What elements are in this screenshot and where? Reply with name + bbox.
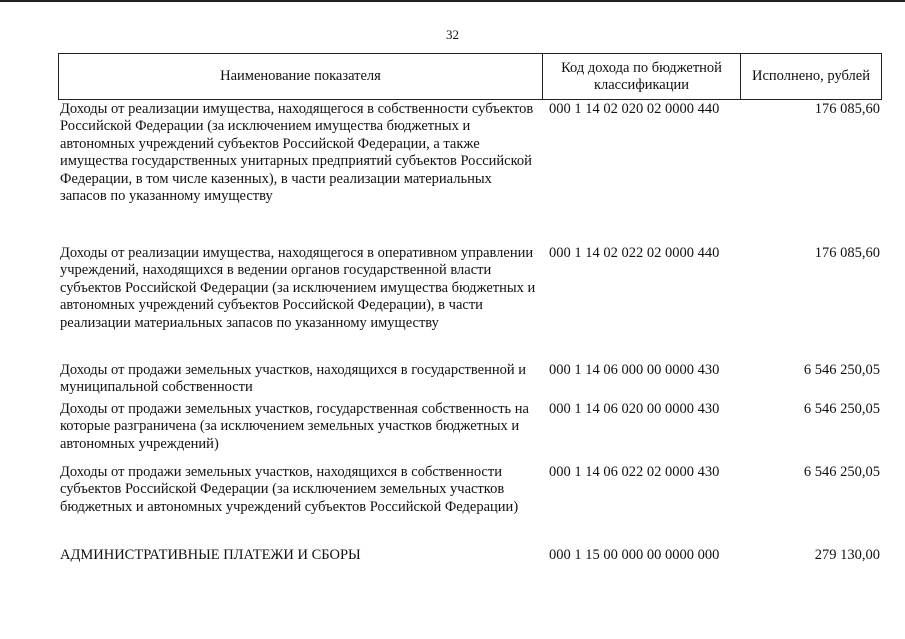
indicator-name: Доходы от реализации имущества, находящегося в собственности субъектов Российской Федерации (за исключением имущества бюджетных и автономных учреждений субъектов Российской Федерации, а также имущества государственных унитарных предприятий субъектов Российской Федерации, в том числе казенных), в части реализации материальных запасов по указанному имуществу bbox=[60, 101, 534, 205]
executed-amount: 6 546 250,05 bbox=[803, 464, 880, 480]
income-code: 000 1 14 06 022 02 0000 430 bbox=[549, 464, 720, 480]
executed-amount: 279 130,00 bbox=[814, 547, 880, 563]
executed-amount: 6 546 250,05 bbox=[803, 401, 880, 417]
executed-amount: 176 085,60 bbox=[814, 101, 880, 117]
executed-amount: 6 546 250,05 bbox=[803, 362, 880, 378]
page-number: 32 bbox=[446, 27, 459, 42]
indicator-name: Доходы от реализации имущества, находящегося в оперативном управлении учреждений, находящихся в ведении органов государственной власти субъектов Российской Федерации (за исключением имущества бюджетных и автономных учреждений субъектов Российской Федерации), в части реализации материальных запасов по указанному имуществу bbox=[60, 245, 536, 331]
column-header-name: Наименование показателя bbox=[59, 54, 543, 99]
indicator-name: Доходы от продажи земельных участков, находящихся в собственности субъектов Российской Федерации (за исключением земельных участков бюджетных и автономных учреждений субъектов Российской Федерации) bbox=[60, 464, 519, 515]
income-code: 000 1 14 06 000 00 0000 430 bbox=[549, 362, 720, 378]
indicator-name: АДМИНИСТРАТИВНЫЕ ПЛАТЕЖИ И СБОРЫ bbox=[60, 547, 361, 563]
column-header-code: Код дохода по бюджетной классификации bbox=[543, 54, 741, 99]
top-border-line bbox=[0, 0, 905, 2]
income-code: 000 1 14 02 022 02 0000 440 bbox=[549, 245, 720, 261]
indicator-name: Доходы от продажи земельных участков, находящихся в государственной и муниципальной собственности bbox=[60, 362, 526, 396]
table-header bbox=[58, 53, 882, 100]
indicator-name: Доходы от продажи земельных участков, государственная собственность на которые разграничена (за исключением земельных участков бюджетных и автономных учреждений) bbox=[60, 401, 529, 452]
income-code: 000 1 14 06 020 00 0000 430 bbox=[549, 401, 720, 417]
income-code: 000 1 15 00 000 00 0000 000 bbox=[549, 547, 720, 563]
executed-amount: 176 085,60 bbox=[814, 245, 880, 261]
income-code: 000 1 14 02 020 02 0000 440 bbox=[549, 101, 720, 117]
column-header-executed: Исполнено, рублей bbox=[752, 68, 870, 84]
